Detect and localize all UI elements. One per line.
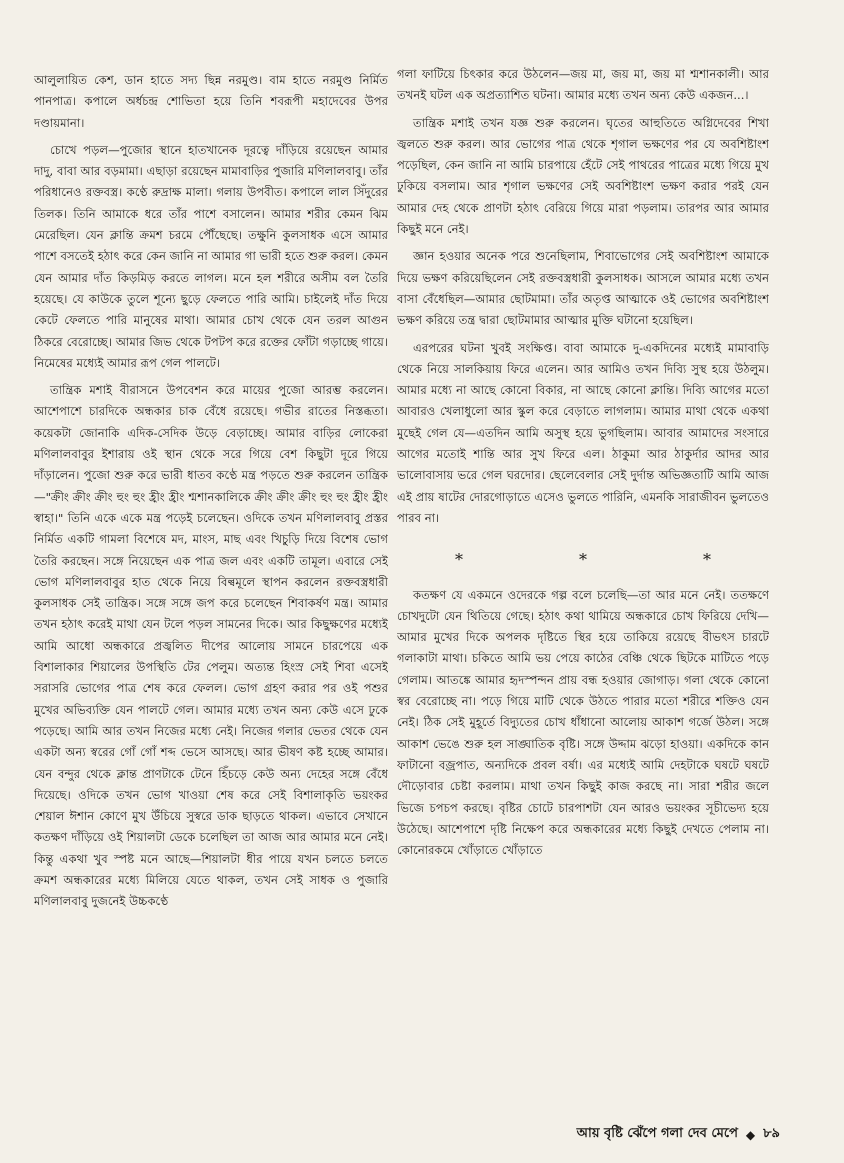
paragraph: তান্ত্রিক মশাই তখন যজ্ঞ শুরু করলেন। ঘৃতের আহুতিতে অগ্নিদেবের শিখা জ্বলতে শুরু করল। আর ভোগের পাত্র থেকে শৃগাল ভক্ষণের পর যে অবশিষ্টাংশ পড়েছিল, কেন জানি না আমি চারপায়ে হেঁটে সেই পাথরের পাত্রের মধ্যে গিয়ে মুখ ঢুকিয়ে বসলাম। আর শৃগাল ভক্ষণের সেই অবশিষ্টাংশ ভক্ষণ করার পরই যেন আমার দেহ থেকে প্রাণটা হঠাৎ বেরিয়ে গিয়ে মারা পড়লাম। তারপর আর আমার কিছুই মনে নেই। (397, 115, 769, 237)
paragraph: গলা ফাটিয়ে চিৎকার করে উঠলেন—জয় মা, জয় মা, জয় মা শ্মশানকালী। আর তখনই ঘটল এক অপ্রত্যাশিত ঘটনা। আমার মধ্যে তখন অন্য কেউ একজন...। (397, 67, 769, 103)
paragraph: কতক্ষণ যে একমনে ওদেরকে গল্প বলে চলেছি—তা আর মনে নেই। ততক্ষণে চোখদুটো যেন থিতিয়ে গেছে। হঠাৎ কথা থামিয়ে অন্ধকারে চোখ ফিরিয়ে দেখি—আমার মুখের দিকে অপলক দৃষ্টিতে স্থির হয়ে তাকিয়ে রয়েছে বীভৎস চারটে গলাকাটা মাথা। চকিতে আমি ভয় পেয়ে কাঠের বেঞ্চি থেকে ছিটকে মাটিতে পড়ে গেলাম। আতঙ্কে আমার হৃদস্পন্দন প্রায় বন্ধ হওয়ার জোগাড়। গলা থেকে কোনো স্বর বেরোচ্ছে না। পড়ে গিয়ে মাটি থেকে উঠতে পারার মতো শরীরে শক্তিও যেন নেই। ঠিক সেই মুহূর্তে বিদ্যুতের চোখ ধাঁধানো আলোয় আকাশ গর্জে উঠল। সঙ্গে আকাশ ভেঙে শুরু হল সাঙ্ঘাতিক বৃষ্টি। সঙ্গে উদ্দাম ঝড়ো হাওয়া। একদিকে কান ফাটানো বজ্রপাত, অন্যদিকে প্রবল বর্ষা। এর মধ্যেই আমি দেহটাকে ঘষটে ঘষটে দৌড়োবার চেষ্টা করলাম। মাথা তখন কিছুই কাজ করছে না। সারা শরীর জলে ভিজে চপচপ করছে। বৃষ্টির চোটে চারপাশটা যেন আরও ভয়ংকর সূচীভেদ্য হয়ে উঠেছে। আশেপাশে দৃষ্টি নিক্ষেপ করে অন্ধকারের মধ্যে কিছুই দেখতে পেলাম না। কোনোরকমে খোঁড়াতে খোঁড়াতে (397, 587, 769, 858)
page-footer (520, 1124, 780, 1145)
right-column (397, 64, 769, 1069)
section-separator (397, 549, 769, 570)
paragraph: চোখে পড়ল—পুজোর স্থানে হাতখানেক দূরত্বে দাঁড়িয়ে রয়েছেন আমার দাদু, বাবা আর বড়মামা। এছাড়া রয়েছেন মামাবাড়ির পুজারি মণিলালবাবু। তাঁর পরিধানেও রক্তবস্ত্র। কণ্ঠে রুদ্রাক্ষ মালা। গলায় উপবীত। কপালে লাল সিঁদুরের তিলক। তিনি আমাকে ধরে তাঁর পাশে বসালেন। আমার শরীর কেমন ঝিম মেরেছিল। যেন ক্লান্তি ক্রমশ চরমে পৌঁছেছে। তক্ষুনি কুলসাধক এসে আমার পাশে বসতেই হঠাৎ করে কেন জানি না আমার গা ভারী হতে শুরু করল। কেমন যেন আমার দাঁত কিড়মিড় করতে লাগল। মনে হল শরীরে অসীম বল তৈরি হয়েছে। যে কাউকে তুলে শূন্যে ছুড়ে ফেলতে পারি আমি। চাইলেই দাঁত দিয়ে কেটে ফেলতে পারি মানুষের মাথা। আমার চোখ থেকে যেন তরল আগুন ঠিকরে বেরোচ্ছে। আমার জিভ থেকে টপটপ করে রক্তের ফোঁটা গড়াচ্ছে গায়ে। নিমেষের মধ্যেই আমার রূপ গেল পালটে। (34, 142, 388, 370)
separator-star: * (579, 550, 587, 570)
left-column (34, 70, 388, 1085)
separator-star: * (455, 550, 463, 570)
running-title: আয় বৃষ্টি ঝেঁপে গলা দেব মেপে (576, 1126, 738, 1141)
separator-star: * (703, 550, 711, 570)
paragraph: জ্ঞান হওয়ার অনেক পরে শুনেছিলাম, শিবাভোগের সেই অবশিষ্টাংশ আমাকে দিয়ে ভক্ষণ করিয়েছিলেন সেই রক্তবস্ত্রধারী কুলসাধক। আসলে আমার মধ্যে তখন বাসা বেঁধেছিল—আমার ছোটমামা। তাঁর অতৃপ্ত আত্মাকে ওই ভোগের অবশিষ্টাংশ ভক্ষণ করিয়ে তন্ত্র দ্বারা ছোটমামার আত্মার মুক্তি ঘটানো হয়েছিল। (397, 249, 769, 328)
paragraph: তান্ত্রিক মশাই বীরাসনে উপবেশন করে মায়ের পুজো আরম্ভ করলেন। আশেপাশে চারদিকে অন্ধকার চাক বেঁধে রয়েছে। গভীর রাতের নিস্তব্ধতা। কয়েকটা জোনাকি এদিক-সেদিক উড়ে বেড়াচ্ছে। আমার বাড়ির লোকেরা মণিলালবাবুর ইশারায় ওই স্থান থেকে সরে গিয়ে বেশ কিছুটা দূরে গিয়ে দাঁড়ালেন। পুজো শুরু করে ভারী ধাতব কণ্ঠে মন্ত্র পড়তে শুরু করলেন তান্ত্রিক—"ক্রীং ক্রীং ক্রীং হুং হুং হ্রীং হ্রীং শ্মশানকালিকে ক্রীং ক্রীং ক্রীং হুং হুং হ্রীং হ্রীং স্বাহা।" তিনি একে একে মন্ত্র পড়েই চলেছেন। ওদিকে তখন মণিলালবাবু প্রস্তর নির্মিত একটি গামলা বিশেষে মদ, মাংস, মাছ এবং খিচুড়ি দিয়ে বিশেষ ভোগ তৈরি করছেন। সঙ্গে নিয়েছেন এক পাত্র জল এবং একটি তামূল। এবারে সেই ভোগ মণিলালবাবুর হাত থেকে নিয়ে বিল্বমূলে স্থাপন করলেন রক্তবস্ত্রধারী কুলসাধক সেই তান্ত্রিক। সঙ্গে সঙ্গে জপ করে চলেছেন শিবাকর্ষণ মন্ত্র। আমার তখন হঠাৎ করেই মাথা যেন টলে পড়ল সামনের দিকে। আর কিছুক্ষণের মধ্যেই আমি আধো অন্ধকারে প্রজ্বলিত দীপের আলোয় সামনে চারপেয়ে এক বিশালাকার শিয়ালের উপস্থিতি টের পেলুম। অত্যন্ত হিংস্র সেই শিবা এসেই সরাসরি ভোগের পাত্র শেষ করে ফেলল। ভোগ গ্রহণ করার পর ওই পশুর মুখের অভিব্যক্তি যেন পালটে গেল। আমার মধ্যে তখন অন্য কেউ এসে ঢুকে পড়েছে। আমি আর তখন নিজের মধ্যে নেই। নিজের গলার ভেতর থেকে যেন একটা অন্য স্বরের গোঁ গোঁ শব্দ ভেসে আসছে। আর ভীষণ কষ্ট হচ্ছে আমার। যেন বন্দুর থেকে ক্লান্ত প্রাণটাকে টেনে হিঁচড়ে কেউ অন্য দেহের সঙ্গে বেঁধে দিয়েছে। ওদিকে তখন ভোগ খাওয়া শেষ করে সেই বিশালাকৃতি ভয়ংকর শেয়াল ঈশান কোণে মুখ উঁচিয়ে সুস্বরে ডাক ছাড়তে থাকল। এভাবে সেখানে কতক্ষণ দাঁড়িয়ে ওই শিয়ালটা ডেকে চলেছিল তা আজ আর আমার মনে নেই। কিন্তু একথা খুব স্পষ্ট মনে আছে—শিয়ালটা ধীর পায়ে যখন চলতে চলতে ক্রমশ অন্ধকারের মধ্যে মিলিয়ে যেতে থাকল, তখন সেই সাধক ও পুজারি মণিলালবাবু দুজনেই উচ্চকণ্ঠে (34, 383, 388, 909)
diamond-icon: ◆ (745, 1127, 756, 1142)
page-number: ৮৯ (763, 1126, 780, 1141)
paragraph: এরপরের ঘটনা খুবই সংক্ষিপ্ত। বাবা আমাকে দু-একদিনের মধ্যেই মামাবাড়ি থেকে নিয়ে সালকিয়ায় ফিরে এলেন। আর আমিও তখন দিব্যি সুস্থ হয়ে উঠলুম। আমার মধ্যে না আছে কোনো বিকার, না আছে কোনো ক্লান্তি। দিব্যি আগের মতো আবারও খেলাধুলো আর স্কুল করে বেড়াতে লাগলাম। আমার মাথা থেকে একথা মুছেই গেল যে—এতদিন আমি অসুস্থ হয়ে ভুগছিলাম। আবার আমাদের সংসারে আগের মতোই শান্তি আর সুখ ফিরে এল। ঠাকুমা আর ঠাকুর্দার আদর আর ভালোবাসায় ভরে গেল ঘরদোর। ছেলেবেলার সেই দুর্দান্ত অভিজ্ঞতাটি আমি আজ এই প্রায় ষাটের দোরগোড়াতে এসেও ভুলতে পারিনি, এমনকি সারাজীবন ভুলতেও পারব না। (397, 340, 769, 525)
paragraph: আলুলায়িত কেশ, ডান হাতে সদ্য ছিন্ন নরমুণ্ড। বাম হাতে নরমুণ্ড নির্মিত পানপাত্র। কপালে অর্ধচন্দ্র শোভিতা হয়ে তিনি শবরূপী মহাদেবের উপর দণ্ডায়মানা। (34, 73, 388, 130)
